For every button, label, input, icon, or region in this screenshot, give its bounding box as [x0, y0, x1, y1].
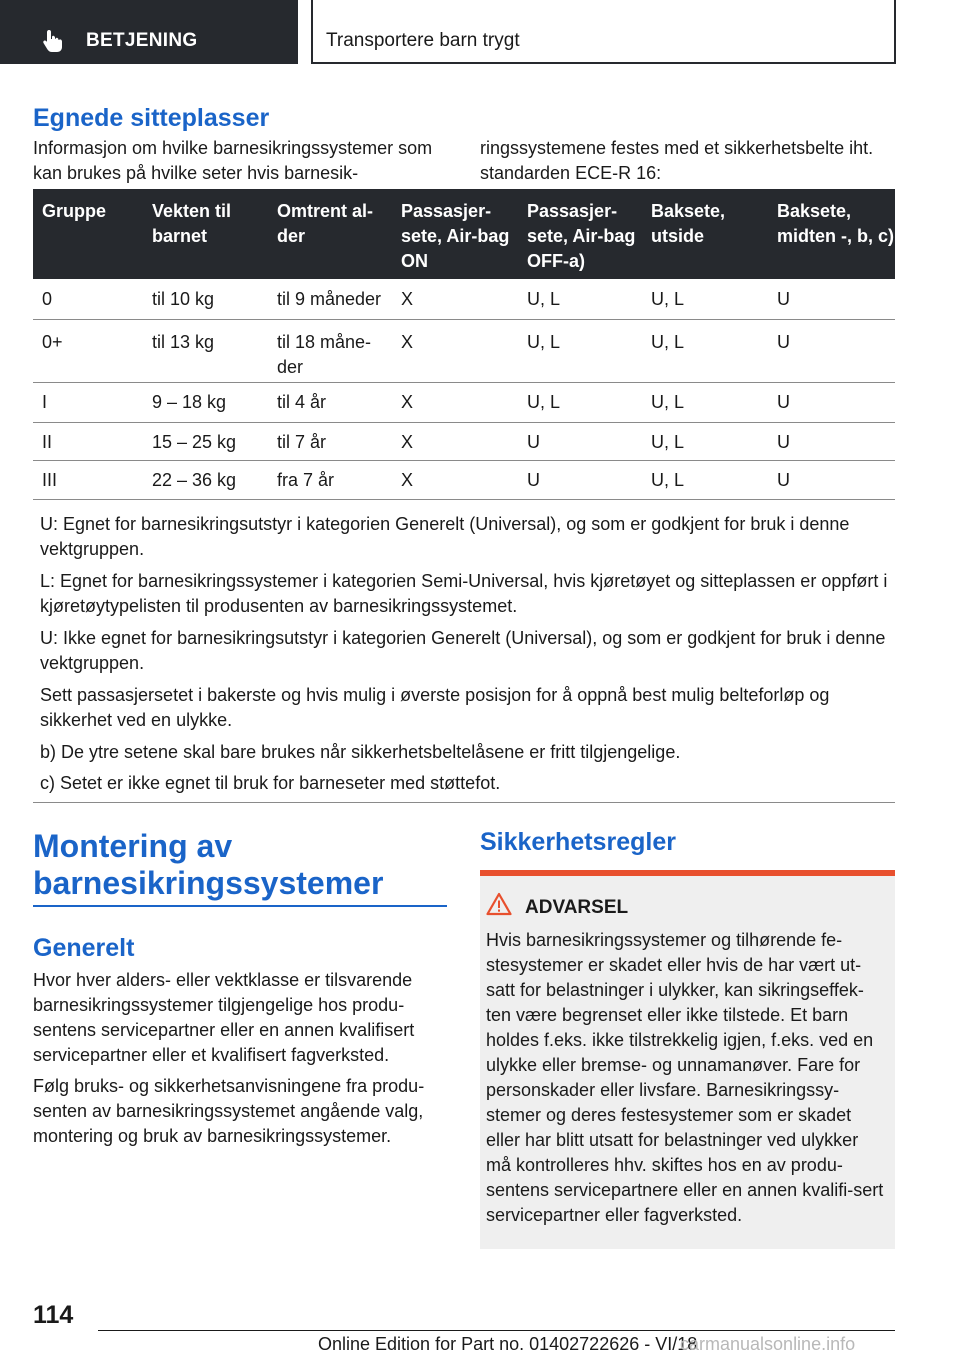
body-paragraph: Hvor hver alders- eller vektklasse er tilsvarende barnesikringssystemer tilgjengelige hos produ-sentens servicepartner eller en annen kvalifisert servicepartner eller et kvalifisert fagverksted.: [33, 970, 415, 1065]
table-cell: til 13 kg: [152, 332, 215, 352]
table-cell: til 10 kg: [152, 289, 215, 309]
table-cell: 9 – 18 kg: [152, 392, 227, 412]
page-title: Transportere barn trygt: [326, 30, 520, 51]
table-header: [33, 189, 895, 279]
watermark: carmanualsonline.info: [680, 1334, 856, 1354]
table-cell: 22 – 36 kg: [152, 470, 237, 490]
table-cell: 15 – 25 kg: [152, 432, 237, 452]
table-note: U: Ikke egnet for barnesikringsutstyr i kategorien Generelt (Universal), og som er godkjent for bruk i denne vektgruppen.: [40, 628, 886, 673]
table-cell: U: [777, 432, 790, 452]
warning-text: Hvis barnesikringssystemer og tilhørende fe-stesystemer er skadet eller hvis de har vært ut-satt for belastninger i ulykker, kan sikringseffek-ten være begrenset eller ikke tilstede. Et barn holdes f.eks. ikke tilstrekkelig igjen, f.eks. ved en ulykke eller bremse- og unnamanøver. Fare for personskader eller livsfare. Barnesikringssy-stemer og deres festesystemer som er skadet eller har blitt utsatt for belastninger ved ulykker må kontrolleres hhv. skiftes hos en av produ-sentens servicepartnere eller en annen kvalifi-sert servicepartner eller fagverksted.: [486, 930, 884, 1225]
table-cell: til 7 år: [277, 432, 327, 452]
section-tab: [0, 0, 298, 64]
table-cell: U, L: [527, 289, 561, 309]
section-label: BETJENING: [86, 30, 198, 51]
table-note: U: Egnet for barnesikringsutstyr i kategorien Generelt (Universal), og som er godkjent for bruk i denne vektgruppen.: [40, 514, 850, 559]
table-cell: U, L: [651, 470, 685, 490]
table-row: [33, 320, 895, 383]
heading-underline: [33, 905, 447, 907]
table-cell: U: [527, 470, 540, 490]
column-header: Omtrent al-der: [277, 201, 374, 246]
table-row: [33, 279, 895, 320]
table-row: [33, 423, 895, 461]
table-cell: X: [401, 432, 414, 452]
table-note: Sett passasjersetet i bakerste og hvis mulig i øverste posisjon for å oppnå best mulig belteforløp og sikkerhet ved en ulykke.: [40, 685, 830, 730]
table-cell: U: [527, 432, 540, 452]
edition-text: Online Edition for Part no. 01402722626 - VI/18: [318, 1334, 698, 1354]
table-note: b) De ytre setene skal bare brukes når sikkerhetsbeltelåsene er fritt tilgjengelige.: [40, 742, 681, 762]
column-header: Passasjer-sete, Air-bag ON: [401, 201, 510, 271]
table-note: c) Setet er ikke egnet til bruk for barneseter med støttefot.: [40, 773, 501, 793]
table-cell: III: [42, 470, 58, 490]
table-cell: X: [401, 289, 414, 309]
table-cell: 0: [42, 289, 53, 309]
table-cell: U, L: [527, 332, 561, 352]
table-cell: U: [777, 392, 790, 412]
column-header: Passasjer-sete, Air-bag OFF-a): [527, 201, 636, 271]
table-cell: til 9 måneder: [277, 289, 382, 309]
table-cell: U: [777, 289, 790, 309]
table-cell: U, L: [527, 392, 561, 412]
table-bottom-rule: [33, 802, 895, 803]
table-cell: U: [777, 470, 790, 490]
column-header: Gruppe: [42, 201, 107, 221]
hand-pointer-icon: [40, 28, 66, 54]
table-row: [33, 461, 895, 500]
table-cell: U, L: [651, 332, 685, 352]
table-cell: X: [401, 332, 414, 352]
chapter-heading: Montering av barnesikringssystemer: [33, 828, 384, 901]
column-header: Baksete, utside: [651, 201, 726, 246]
table-cell: II: [42, 432, 53, 452]
table-cell: U, L: [651, 432, 685, 452]
page-number: 114: [33, 1301, 74, 1329]
intro-text-right: ringssystemene festes med et sikkerhetsbelte iht. standarden ECE-R 16:: [480, 138, 874, 183]
intro-text-left: Informasjon om hvilke barnesikringssystemer som kan brukes på hvilke seter hvis barnesik-: [33, 138, 433, 183]
table-cell: I: [42, 392, 48, 412]
body-paragraph: Følg bruks- og sikkerhetsanvisningene fra produ-senten av barnesikringssystemet angående valg, montering og bruk av barnesikringssystemer.: [33, 1076, 425, 1146]
table-cell: U, L: [651, 289, 685, 309]
table-row: [33, 383, 895, 423]
table-cell: X: [401, 470, 414, 490]
section-heading: Egnede sitteplasser: [33, 104, 270, 132]
footer-rule: [98, 1330, 895, 1331]
table-cell: U: [777, 332, 790, 352]
subsection-heading: Generelt: [33, 934, 135, 962]
table-cell: fra 7 år: [277, 470, 335, 490]
table-cell: U, L: [651, 392, 685, 412]
column-header: Baksete, midten -, b, c): [777, 201, 894, 246]
warning-title: ADVARSEL: [525, 897, 629, 918]
table-cell: til 4 år: [277, 392, 327, 412]
table-cell: til 18 måne-der: [277, 332, 372, 377]
table-cell: 0+: [42, 332, 63, 352]
seat-suitability-table: [33, 189, 895, 500]
warning-triangle-icon: [486, 892, 512, 916]
table-note: L: Egnet for barnesikringssystemer i kategorien Semi-Universal, hvis kjøretøyet og sitteplassen er oppført i kjøretøytypelisten til produsenten av barnesikringssystemet.: [40, 571, 888, 616]
subsection-heading: Sikkerhetsregler: [480, 828, 676, 856]
table-cell: X: [401, 392, 414, 412]
column-header: Vekten til barnet: [152, 201, 232, 246]
